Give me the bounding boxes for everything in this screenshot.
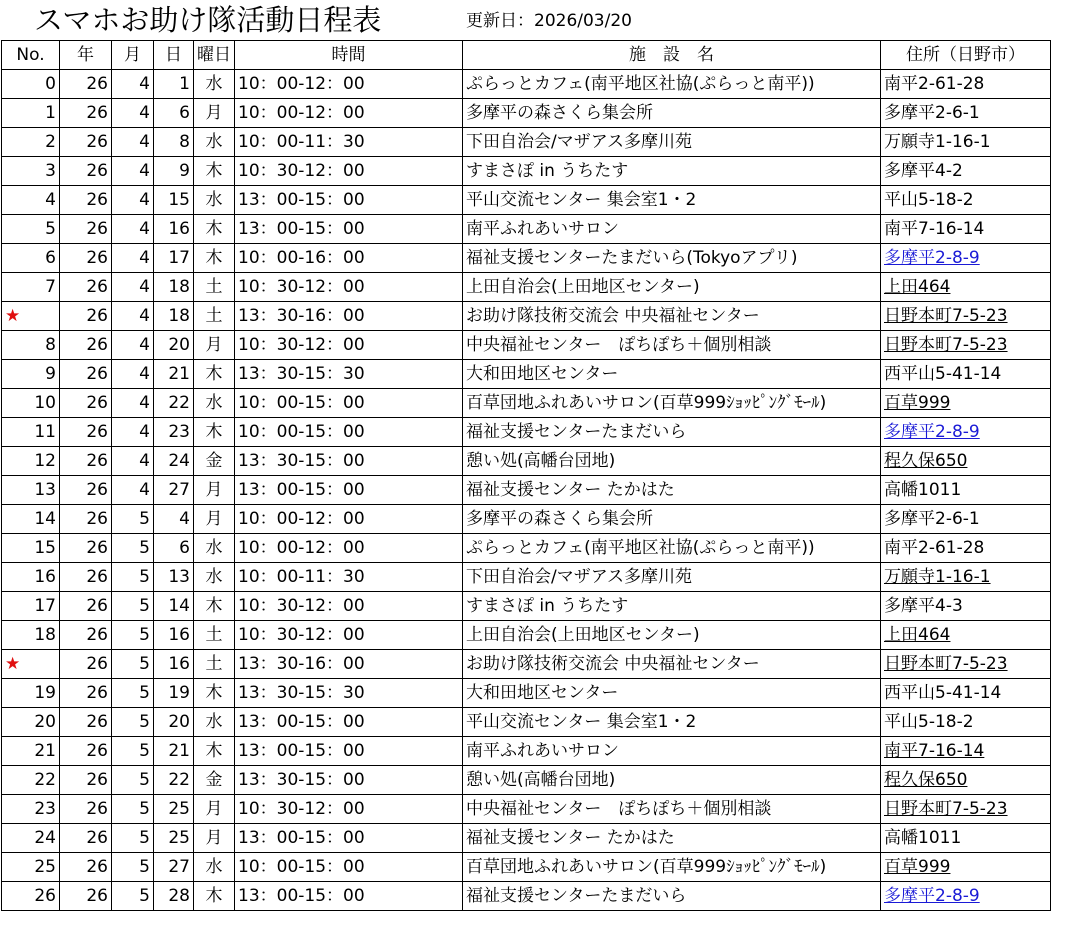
row-time: 10：30-12：00	[235, 157, 463, 186]
row-day: 20	[154, 331, 194, 360]
address-link[interactable]: 多摩平2-8-9	[884, 422, 980, 442]
row-year: 26	[60, 215, 112, 244]
row-facility: ぷらっとカフェ(南平地区社協(ぷらっと南平))	[463, 70, 881, 99]
row-year: 26	[60, 621, 112, 650]
table-row	[2, 99, 1051, 128]
table-row	[2, 273, 1051, 302]
row-facility: 福祉支援センターたまだいら	[463, 418, 881, 447]
row-time: 10：00-12：00	[235, 70, 463, 99]
row-facility: 上田自治会(上田地区センター)	[463, 621, 881, 650]
row-year: 26	[60, 679, 112, 708]
row-facility: 福祉支援センターたまだいら(Tokyoアプリ)	[463, 244, 881, 273]
col-header-facility: 施 設 名	[463, 41, 881, 70]
row-year: 26	[60, 302, 112, 331]
row-year: 26	[60, 70, 112, 99]
row-day: 16	[154, 215, 194, 244]
row-address: 南平2-61-28	[881, 70, 1051, 99]
table-row	[2, 766, 1051, 795]
table-row	[2, 505, 1051, 534]
row-weekday: 木	[194, 157, 235, 186]
table-row	[2, 795, 1051, 824]
row-weekday: 木	[194, 592, 235, 621]
table-row	[2, 853, 1051, 882]
row-number: 1	[2, 99, 60, 128]
row-time: 10：30-12：00	[235, 273, 463, 302]
table-row	[2, 621, 1051, 650]
row-month: 5	[112, 621, 154, 650]
row-month: 5	[112, 766, 154, 795]
row-day: 28	[154, 882, 194, 911]
row-address: 南平2-61-28	[881, 534, 1051, 563]
row-month: 5	[112, 505, 154, 534]
row-address	[881, 766, 1051, 795]
row-day: 27	[154, 476, 194, 505]
address-text: 南平7-16-14	[884, 741, 985, 761]
row-year: 26	[60, 273, 112, 302]
row-facility: すまさぽ in うちたす	[463, 592, 881, 621]
row-year: 26	[60, 853, 112, 882]
row-month: 5	[112, 882, 154, 911]
row-month: 4	[112, 273, 154, 302]
table-row	[2, 70, 1051, 99]
row-day: 6	[154, 99, 194, 128]
row-weekday: 木	[194, 360, 235, 389]
row-number: 13	[2, 476, 60, 505]
row-number: 6	[2, 244, 60, 273]
row-weekday: 木	[194, 882, 235, 911]
row-weekday: 月	[194, 331, 235, 360]
row-address	[881, 418, 1051, 447]
row-time: 10：00-12：00	[235, 99, 463, 128]
address-link[interactable]: 多摩平2-8-9	[884, 886, 980, 906]
row-month: 5	[112, 650, 154, 679]
row-number: 0	[2, 70, 60, 99]
row-address	[881, 795, 1051, 824]
row-month: 5	[112, 563, 154, 592]
row-time: 13：30-16：00	[235, 650, 463, 679]
row-time: 10：00-12：00	[235, 534, 463, 563]
row-facility: 大和田地区センター	[463, 679, 881, 708]
row-address	[881, 447, 1051, 476]
col-header-day: 日	[154, 41, 194, 70]
col-header-year: 年	[60, 41, 112, 70]
row-year: 26	[60, 824, 112, 853]
row-number	[2, 650, 60, 679]
row-number: 24	[2, 824, 60, 853]
row-month: 4	[112, 302, 154, 331]
row-day: 16	[154, 621, 194, 650]
row-facility: 南平ふれあいサロン	[463, 215, 881, 244]
row-day: 27	[154, 853, 194, 882]
row-number: 5	[2, 215, 60, 244]
row-time: 10：00-15：00	[235, 853, 463, 882]
row-number: 3	[2, 157, 60, 186]
row-facility: すまさぽ in うちたす	[463, 157, 881, 186]
row-day: 15	[154, 186, 194, 215]
row-weekday: 水	[194, 708, 235, 737]
row-year: 26	[60, 157, 112, 186]
row-year: 26	[60, 418, 112, 447]
row-day: 25	[154, 824, 194, 853]
address-text: 百草999	[884, 857, 951, 877]
row-number: 12	[2, 447, 60, 476]
address-text: 程久保650	[884, 451, 968, 471]
row-weekday: 木	[194, 215, 235, 244]
row-time: 10：30-12：00	[235, 621, 463, 650]
table-row	[2, 186, 1051, 215]
row-facility: 南平ふれあいサロン	[463, 737, 881, 766]
row-day: 25	[154, 795, 194, 824]
row-day: 21	[154, 737, 194, 766]
row-time: 10：30-12：00	[235, 592, 463, 621]
table-row	[2, 563, 1051, 592]
row-address: 万願寺1-16-1	[881, 128, 1051, 157]
row-weekday: 月	[194, 476, 235, 505]
row-year: 26	[60, 244, 112, 273]
row-day: 24	[154, 447, 194, 476]
row-address	[881, 389, 1051, 418]
row-time: 13：30-16：00	[235, 302, 463, 331]
table-row	[2, 418, 1051, 447]
row-number: 15	[2, 534, 60, 563]
row-number: 25	[2, 853, 60, 882]
row-weekday: 金	[194, 766, 235, 795]
row-year: 26	[60, 360, 112, 389]
row-number	[2, 302, 60, 331]
row-time: 13：00-15：00	[235, 882, 463, 911]
row-number: 9	[2, 360, 60, 389]
row-day: 16	[154, 650, 194, 679]
row-year: 26	[60, 766, 112, 795]
row-address: 平山5-18-2	[881, 708, 1051, 737]
row-address	[881, 563, 1051, 592]
row-time: 13：00-15：00	[235, 708, 463, 737]
row-number: 2	[2, 128, 60, 157]
row-month: 5	[112, 534, 154, 563]
row-year: 26	[60, 882, 112, 911]
row-weekday: 水	[194, 128, 235, 157]
row-address: 西平山5-41-14	[881, 360, 1051, 389]
row-month: 4	[112, 186, 154, 215]
row-month: 4	[112, 389, 154, 418]
table-row	[2, 157, 1051, 186]
table-row	[2, 592, 1051, 621]
row-number: 8	[2, 331, 60, 360]
row-day: 14	[154, 592, 194, 621]
row-day: 13	[154, 563, 194, 592]
row-year: 26	[60, 592, 112, 621]
row-number: 18	[2, 621, 60, 650]
address-text: 万願寺1-16-1	[884, 567, 991, 587]
row-weekday: 木	[194, 679, 235, 708]
table-row	[2, 360, 1051, 389]
row-number: 22	[2, 766, 60, 795]
row-address: 高幡1011	[881, 476, 1051, 505]
header-row	[2, 41, 1051, 70]
row-year: 26	[60, 708, 112, 737]
row-day: 23	[154, 418, 194, 447]
table-row	[2, 447, 1051, 476]
row-facility: 百草団地ふれあいサロン(百草999ｼｮｯﾋﾟﾝｸﾞﾓｰﾙ)	[463, 853, 881, 882]
row-month: 4	[112, 418, 154, 447]
row-time: 10：00-15：00	[235, 418, 463, 447]
row-day: 1	[154, 70, 194, 99]
table-row	[2, 882, 1051, 911]
row-month: 4	[112, 331, 154, 360]
row-year: 26	[60, 534, 112, 563]
table-row	[2, 215, 1051, 244]
row-number: 20	[2, 708, 60, 737]
row-facility: 下田自治会/マザアス多摩川苑	[463, 128, 881, 157]
row-facility: 下田自治会/マザアス多摩川苑	[463, 563, 881, 592]
row-month: 4	[112, 215, 154, 244]
row-day: 6	[154, 534, 194, 563]
address-text: 上田464	[884, 277, 951, 297]
row-address	[881, 737, 1051, 766]
row-weekday: 水	[194, 70, 235, 99]
row-address	[881, 273, 1051, 302]
row-address	[881, 244, 1051, 273]
star-icon: ★	[5, 306, 21, 326]
row-facility: 多摩平の森さくら集会所	[463, 505, 881, 534]
row-number: 14	[2, 505, 60, 534]
table-row	[2, 128, 1051, 157]
table-row	[2, 708, 1051, 737]
row-weekday: 金	[194, 447, 235, 476]
row-address: 南平7-16-14	[881, 215, 1051, 244]
row-facility: 大和田地区センター	[463, 360, 881, 389]
address-text: 日野本町7-5-23	[884, 799, 1008, 819]
row-time: 10：00-16：00	[235, 244, 463, 273]
row-time: 10：00-11：30	[235, 563, 463, 592]
table-row	[2, 534, 1051, 563]
row-year: 26	[60, 331, 112, 360]
row-address: 多摩平2-6-1	[881, 505, 1051, 534]
row-day: 19	[154, 679, 194, 708]
row-month: 5	[112, 824, 154, 853]
row-number: 17	[2, 592, 60, 621]
row-weekday: 土	[194, 302, 235, 331]
row-month: 4	[112, 447, 154, 476]
row-time: 13：00-15：00	[235, 186, 463, 215]
page-title: スマホお助け隊活動日程表	[34, 3, 382, 37]
row-number: 26	[2, 882, 60, 911]
row-day: 17	[154, 244, 194, 273]
row-month: 5	[112, 795, 154, 824]
row-day: 22	[154, 766, 194, 795]
row-time: 13：30-15：30	[235, 679, 463, 708]
row-address: 平山5-18-2	[881, 186, 1051, 215]
address-text: 程久保650	[884, 770, 968, 790]
row-time: 13：00-15：00	[235, 476, 463, 505]
row-month: 5	[112, 708, 154, 737]
row-month: 5	[112, 737, 154, 766]
row-address	[881, 331, 1051, 360]
row-number: 7	[2, 273, 60, 302]
row-time: 10：00-12：00	[235, 505, 463, 534]
row-facility: 上田自治会(上田地区センター)	[463, 273, 881, 302]
row-time: 13：00-15：00	[235, 824, 463, 853]
table-row	[2, 737, 1051, 766]
row-address: 高幡1011	[881, 824, 1051, 853]
row-number: 10	[2, 389, 60, 418]
row-month: 5	[112, 853, 154, 882]
col-header-address: 住所（日野市）	[881, 41, 1051, 70]
row-address	[881, 882, 1051, 911]
row-day: 22	[154, 389, 194, 418]
table-row	[2, 679, 1051, 708]
row-day: 9	[154, 157, 194, 186]
address-text: 日野本町7-5-23	[884, 654, 1008, 674]
row-facility: 平山交流センター 集会室1・2	[463, 708, 881, 737]
row-weekday: 土	[194, 621, 235, 650]
row-year: 26	[60, 505, 112, 534]
row-address: 多摩平2-6-1	[881, 99, 1051, 128]
address-text: 日野本町7-5-23	[884, 335, 1008, 355]
row-address: 多摩平4-3	[881, 592, 1051, 621]
table-row	[2, 389, 1051, 418]
row-weekday: 木	[194, 737, 235, 766]
row-facility: 多摩平の森さくら集会所	[463, 99, 881, 128]
row-year: 26	[60, 795, 112, 824]
row-month: 4	[112, 70, 154, 99]
row-year: 26	[60, 737, 112, 766]
row-weekday: 月	[194, 505, 235, 534]
row-year: 26	[60, 186, 112, 215]
row-address	[881, 621, 1051, 650]
row-time: 13：30-15：00	[235, 447, 463, 476]
table-row	[2, 244, 1051, 273]
row-day: 20	[154, 708, 194, 737]
row-weekday: 土	[194, 650, 235, 679]
row-year: 26	[60, 563, 112, 592]
row-weekday: 月	[194, 795, 235, 824]
sheet-header	[0, 0, 1071, 40]
row-month: 4	[112, 99, 154, 128]
row-day: 21	[154, 360, 194, 389]
row-address: 多摩平4-2	[881, 157, 1051, 186]
row-year: 26	[60, 476, 112, 505]
row-weekday: 水	[194, 853, 235, 882]
row-number: 16	[2, 563, 60, 592]
row-weekday: 土	[194, 273, 235, 302]
table-row	[2, 302, 1051, 331]
schedule-table	[1, 40, 1051, 911]
row-facility: ぷらっとカフェ(南平地区社協(ぷらっと南平))	[463, 534, 881, 563]
row-weekday: 木	[194, 418, 235, 447]
row-facility: 中央福祉センター ぽちぽち＋個別相談	[463, 331, 881, 360]
address-text: 上田464	[884, 625, 951, 645]
row-time: 10：30-12：00	[235, 331, 463, 360]
updated-date: 更新日：2026/03/20	[466, 11, 632, 31]
row-year: 26	[60, 650, 112, 679]
row-weekday: 月	[194, 824, 235, 853]
row-day: 18	[154, 302, 194, 331]
row-number: 19	[2, 679, 60, 708]
row-address	[881, 302, 1051, 331]
row-facility: 中央福祉センター ぽちぽち＋個別相談	[463, 795, 881, 824]
address-text: 日野本町7-5-23	[884, 306, 1008, 326]
row-weekday: 水	[194, 534, 235, 563]
row-month: 4	[112, 476, 154, 505]
row-month: 4	[112, 128, 154, 157]
col-header-month: 月	[112, 41, 154, 70]
row-time: 10：00-15：00	[235, 389, 463, 418]
row-facility: 憩い処(高幡台団地)	[463, 766, 881, 795]
table-row	[2, 476, 1051, 505]
row-address: 西平山5-41-14	[881, 679, 1051, 708]
col-header-no: No.	[2, 41, 60, 70]
row-year: 26	[60, 389, 112, 418]
row-address	[881, 650, 1051, 679]
row-facility: 百草団地ふれあいサロン(百草999ｼｮｯﾋﾟﾝｸﾞﾓｰﾙ)	[463, 389, 881, 418]
row-month: 4	[112, 244, 154, 273]
row-month: 5	[112, 679, 154, 708]
row-time: 13：30-15：00	[235, 766, 463, 795]
row-facility: 福祉支援センター たかはた	[463, 824, 881, 853]
address-link[interactable]: 多摩平2-8-9	[884, 248, 980, 268]
row-year: 26	[60, 128, 112, 157]
row-day: 8	[154, 128, 194, 157]
row-facility: 福祉支援センターたまだいら	[463, 882, 881, 911]
table-row	[2, 824, 1051, 853]
col-header-weekday: 曜日	[194, 41, 235, 70]
row-time: 10：00-11：30	[235, 128, 463, 157]
col-header-time: 時間	[235, 41, 463, 70]
row-year: 26	[60, 447, 112, 476]
table-row	[2, 331, 1051, 360]
row-weekday: 水	[194, 389, 235, 418]
row-facility: お助け隊技術交流会 中央福祉センター	[463, 650, 881, 679]
row-facility: お助け隊技術交流会 中央福祉センター	[463, 302, 881, 331]
row-number: 4	[2, 186, 60, 215]
row-weekday: 水	[194, 563, 235, 592]
row-number: 11	[2, 418, 60, 447]
row-month: 4	[112, 360, 154, 389]
address-text: 百草999	[884, 393, 951, 413]
row-month: 5	[112, 592, 154, 621]
table-row	[2, 650, 1051, 679]
row-address	[881, 853, 1051, 882]
row-year: 26	[60, 99, 112, 128]
row-month: 4	[112, 157, 154, 186]
row-facility: 福祉支援センター たかはた	[463, 476, 881, 505]
row-time: 13：30-15：30	[235, 360, 463, 389]
row-time: 13：00-15：00	[235, 737, 463, 766]
row-number: 21	[2, 737, 60, 766]
row-time: 13：00-15：00	[235, 215, 463, 244]
star-icon: ★	[5, 654, 21, 674]
row-facility: 平山交流センター 集会室1・2	[463, 186, 881, 215]
row-weekday: 木	[194, 244, 235, 273]
row-day: 18	[154, 273, 194, 302]
row-weekday: 水	[194, 186, 235, 215]
row-number: 23	[2, 795, 60, 824]
row-facility: 憩い処(高幡台団地)	[463, 447, 881, 476]
row-day: 4	[154, 505, 194, 534]
row-weekday: 月	[194, 99, 235, 128]
row-time: 10：30-12：00	[235, 795, 463, 824]
